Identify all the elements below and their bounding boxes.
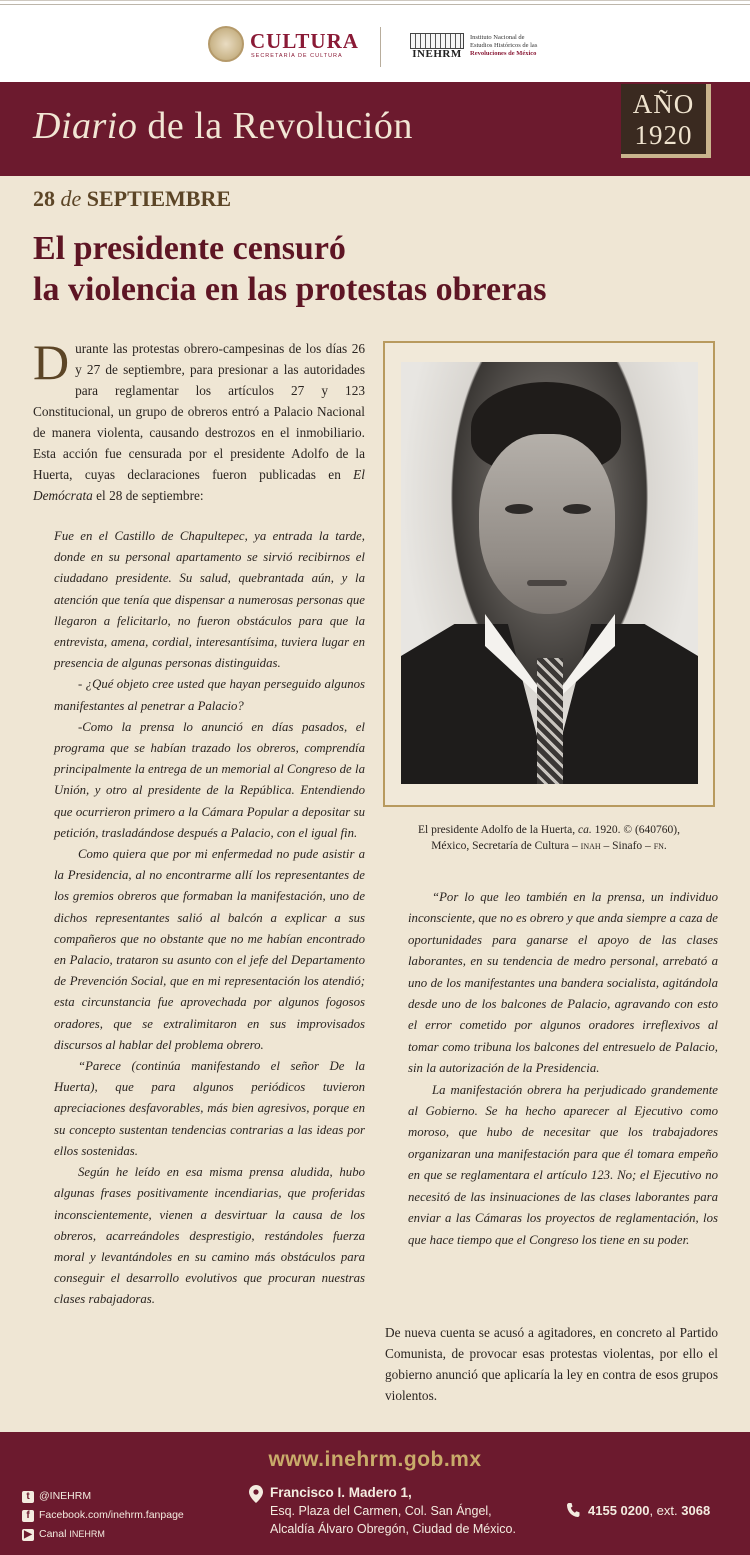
quote-paragraph: “Parece (continúa manifestando el señor De la Huerta), que para algunos periódicos tuvieron apreciaciones desfavorables, más bien agresivos, porque en su concepto sustentan tendencias contrarias a las ideas por ellos sostenidas. xyxy=(54,1059,365,1158)
quote-paragraph: La manifestación obrera ha perjudicado grandemente al Gobierno. Se ha hecho aparecer al Ejecutivo como moroso, que hubo de necesitar que los trabajadores organizaran una manifestación para que él tomara empeño en que se reglamentara el artículo 123. No; el Ejecutivo no necesitó de las insinuaciones de las clases laborantes para enviar a las Cámaras los proyectos de reglamentación, los que hace tiempo que el Congreso los tiene en su poder. xyxy=(408,1082,718,1247)
caption-inah: inah xyxy=(580,840,601,852)
facebook-link[interactable] xyxy=(22,1506,184,1525)
headline xyxy=(33,228,693,310)
year-badge xyxy=(621,84,711,158)
inehrm-description xyxy=(470,34,537,58)
quote-paragraph: - ¿Qué objeto cree usted que hayan perseguido algunos manifestantes al penetrar a Palacio? xyxy=(54,677,365,713)
banner-title-rest: de la Revolución xyxy=(137,105,413,147)
quote-right xyxy=(408,887,718,1251)
quote-paragraph: -Como la prensa lo anunció en días pasados, el programa que se habían trazado los obreros, comprendía principalmente la entrega de un memorial al Congreso de la Unión, y otro al presidente de la República. Entendiendo que ocurrieron primero a la Cámara Popular a depositar su petición, trasladándose después a Palacio, con el igual fin. xyxy=(54,719,365,840)
caption-text: – Sinafo – xyxy=(600,840,654,852)
caption-ca: ca. xyxy=(577,824,592,836)
drop-cap: D xyxy=(33,334,70,390)
top-rule xyxy=(0,4,750,5)
inehrm-logo: INEHRM xyxy=(412,48,462,60)
caption-text: El presidente Adolfo de la Huerta, xyxy=(417,824,578,836)
intro-text-end: el 28 de septiembre: xyxy=(92,488,204,503)
photo-eye xyxy=(505,504,533,514)
quote-paragraph: Según he leído en esa misma prensa aludida, hubo algunas frases positivamente incendiarias, que proferidas inconscientemente, vienen a desvirtuar la causa de los obreros, acarreándoles desprestigio, restándoles fuerza moral y levantándoles en su camino más obstáculos para conseguir el desarrollo evolutivos que procuran nuestras clases rabajadoras. xyxy=(54,1165,365,1307)
year-badge-ano: AÑO xyxy=(632,89,695,119)
inehrm-building-icon xyxy=(410,33,464,49)
location-pin-icon xyxy=(249,1485,263,1503)
year-badge-year: 1920 xyxy=(634,120,693,150)
banner-title xyxy=(33,104,413,148)
facebook-url: Facebook.com/inehrm.fanpage xyxy=(39,1509,184,1521)
caption-text: . xyxy=(663,840,667,852)
phone-icon xyxy=(566,1502,580,1518)
quote-left xyxy=(54,526,365,1311)
closing-paragraph: De nueva cuenta se acusó a agitadores, en concreto al Partido Comunista, de provocar esas protestas violentas, por ello el gobierno anunció que aplicaría la ley en contra de esos grupos violentos. xyxy=(385,1325,718,1403)
phone-main: 4155 0200 xyxy=(588,1503,650,1518)
address-line-2: Esq. Plaza del Carmen, Col. San Ángel, xyxy=(270,1504,492,1518)
photo-eye xyxy=(563,504,591,514)
intro-text: urante las protestas obrero-campesinas de los días 26 y 27 de septiembre, para presionar a las autoridades para reglamentar los artículos 27 y 123 Constitucional, un grupo de obreros entró a Palacio Nacional de manera violenta, causando destrozos en el inmobiliario. Esta acción fue censurada por el presidente Adolfo de la Huerta, cuyas declaraciones fueron publicadas en xyxy=(33,341,365,482)
inehrm-desc-line: Estudios Históricos de las xyxy=(470,42,538,49)
phone-ext: 3068 xyxy=(681,1503,711,1518)
quote-paragraph: Como quiera que por mi enfermedad no pude asistir a la Presidencia, al no encontrarme allí los representantes de los gremios obreros que formaban la manifestación, uno de dichos representantes salió al balcón a explicar a sus compañeros que no obstante que no me habían encontrado en Palacio, trataron su asunto con el jefe del Departamento de Prevención Social, que en mi representación los atendió; esta circunstancia fue aprovechada por algunos fogosos oradores, que se extralimitaron en sus improvisados discursos al hablar del problema obrero. xyxy=(54,847,365,1052)
twitter-handle: @INEHRM xyxy=(39,1490,92,1502)
inehrm-desc-line: Instituto Nacional de xyxy=(470,34,525,41)
youtube-channel: INEHRM xyxy=(69,1529,105,1539)
quote-paragraph: “Por lo que leo también en la prensa, un individuo inconsciente, que no es obrero y que anda siempre a caza de oportunidades para ganarse el apoyo de las clases laborantes, en su tendencia de medro personal, arrebató a uno de los manifestantes una bandera socialista, agitándola desde uno de los balcones de Palacio, agravando con esto el error cometido por algunos oradores irreflexivos al tomar como tribuna los balcones del entresuelo de Palacio, sin la autorización de la Presidencia. xyxy=(408,890,718,1076)
caption-text: México, Secretaría de Cultura – xyxy=(431,840,581,852)
headline-line-2: la violencia en las protestas obreras xyxy=(33,271,547,308)
quote-paragraph: Fue en el Castillo de Chapultepec, ya entrada la tarde, donde en su personal apartamento se sirvió recibirnos el ciudadano presidente. Su salud, quebrantada aún, y la atención que tenía que dispensar a numerosas personas que llegaron a felicitarlo, no fueron obstáculos para que la entrevista, amena, cordial, interesantísima, tuviera lugar en presencia de algunas personas distinguidas. xyxy=(54,529,365,671)
youtube-icon: ▶ xyxy=(22,1529,34,1541)
photo-mouth xyxy=(527,580,567,586)
date-de: de xyxy=(60,186,82,211)
social-links xyxy=(22,1487,184,1544)
address-line-3: Alcaldía Álvaro Obregón, Ciudad de México. xyxy=(270,1522,516,1536)
photo-face xyxy=(479,434,615,614)
date-day: 28 xyxy=(33,186,55,211)
portrait-photo xyxy=(401,362,698,784)
date-month: SEPTIEMBRE xyxy=(86,186,232,211)
intro-paragraph xyxy=(33,334,365,506)
phone-number[interactable] xyxy=(588,1503,710,1518)
facebook-icon: f xyxy=(22,1510,34,1522)
mexico-seal-icon xyxy=(208,26,244,62)
article-date xyxy=(33,186,231,212)
banner-title-italic: Diario xyxy=(33,105,138,147)
address xyxy=(270,1484,516,1538)
photo-caption xyxy=(383,822,715,854)
youtube-label: Canal xyxy=(39,1528,70,1540)
logo-divider xyxy=(380,27,381,67)
logo-bar xyxy=(0,0,750,82)
inehrm-desc-line: Revoluciones de México xyxy=(470,50,537,57)
address-line-1: Francisco I. Madero 1, xyxy=(270,1485,412,1500)
newspaper-name: El Demócrata xyxy=(33,467,365,503)
photo-tie xyxy=(537,658,563,784)
youtube-link[interactable] xyxy=(22,1525,184,1544)
twitter-link[interactable] xyxy=(22,1487,184,1506)
caption-text: 1920. © (640760), xyxy=(591,824,680,836)
website-link[interactable]: www.inehrm.gob.mx xyxy=(268,1448,482,1471)
caption-fn: fn xyxy=(653,840,664,852)
headline-line-1: El presidente censuró xyxy=(33,230,346,267)
twitter-icon: t xyxy=(22,1491,34,1503)
cultura-subtitle: SECRETARÍA DE CULTURA xyxy=(251,53,343,59)
cultura-logo: CULTURA xyxy=(250,29,359,53)
phone-ext-label: , ext. xyxy=(649,1503,682,1518)
